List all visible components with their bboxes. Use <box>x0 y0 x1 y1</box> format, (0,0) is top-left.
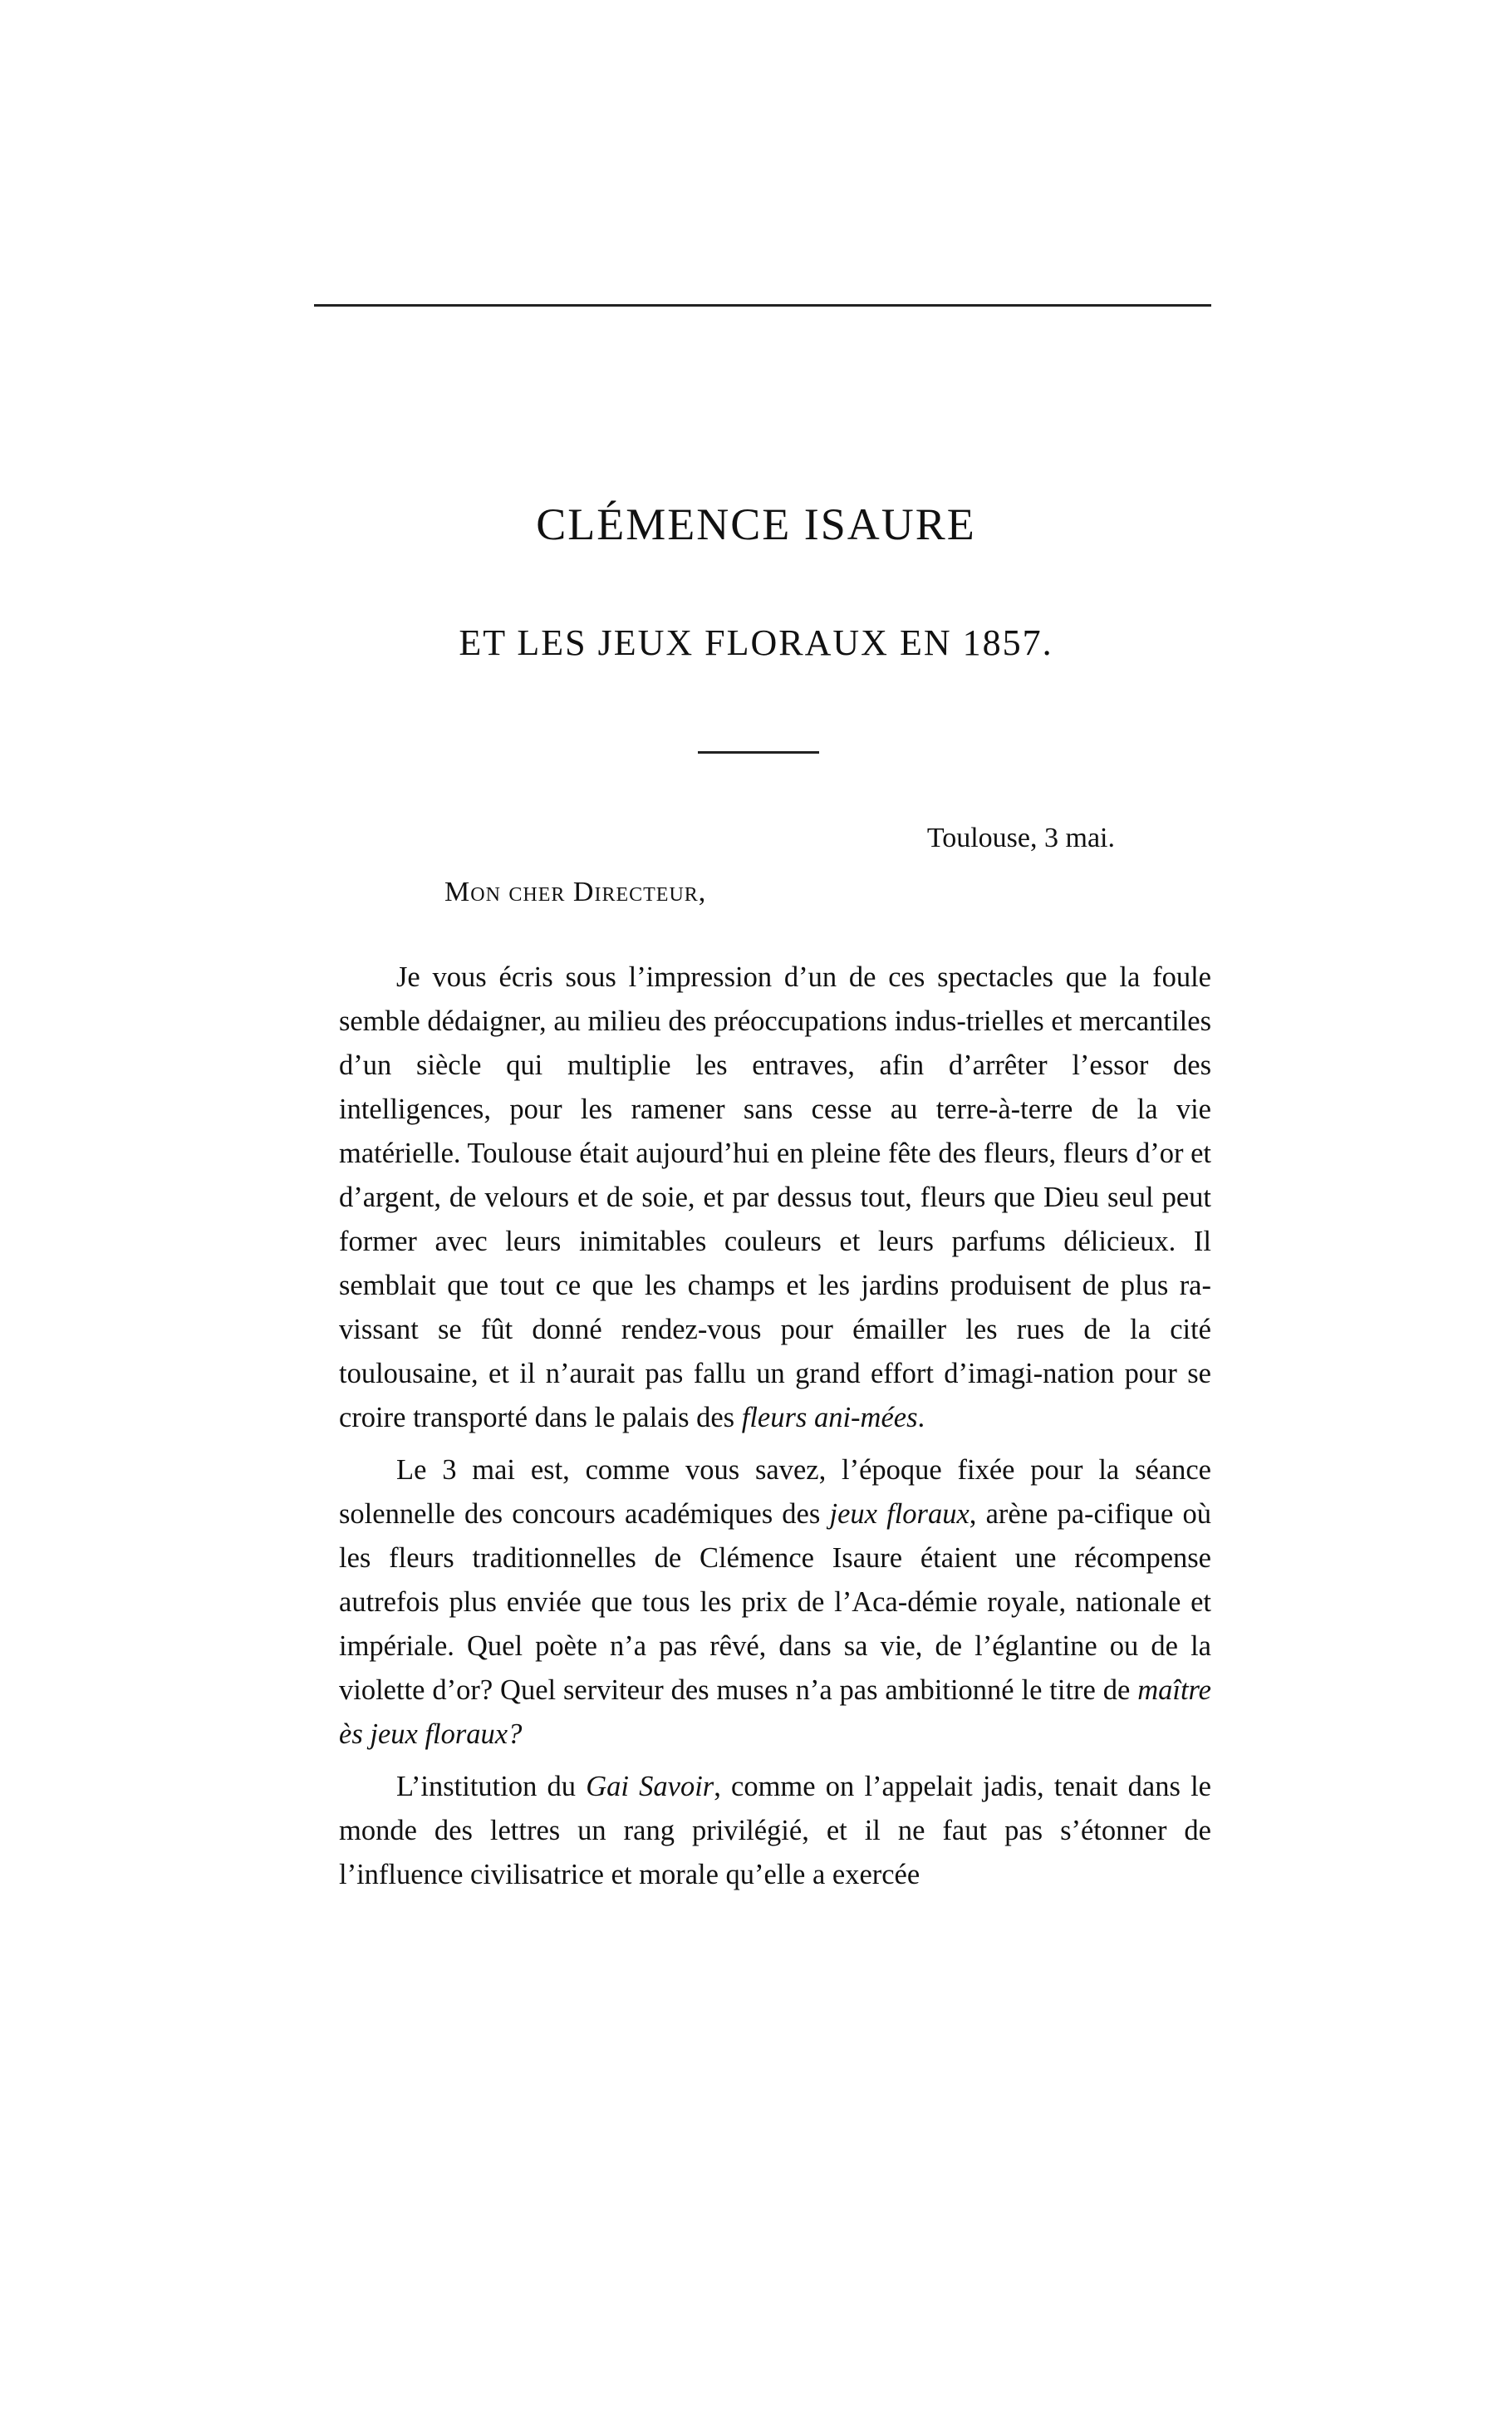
text-segment: , arène pa-cifique où les fleurs traditionnelles de Clémence Isaure étaient une récompense autrefois plus enviée que tous les prix de l’Aca-démie royale, nationale et impériale. Quel poète n’a pas rêvé, dans sa vie, de l’églantine ou de la violette d’or? Quel serviteur des muses n’a pas ambitionné le titre de <box>339 1498 1211 1706</box>
letter-body <box>339 956 1211 1897</box>
italic-segment: Gai Savoir <box>586 1771 714 1802</box>
text-segment: Je vous écris sous l’impression d’un de ces spectacles que la foule semble dédaigner, au milieu des préoccupations indus-trielles et mercantiles d’un siècle qui multiplie les entraves, afin d’arrêter l’essor des intelligences, pour les ramener sans cesse au terre-à-terre de la vie matérielle. Toulouse était aujourd’hui en pleine fête des fleurs, fleurs d’or et d’argent, de velours et de soie, et par dessus tout, fleurs que Dieu seul peut former avec leurs inimitables couleurs et leurs parfums délicieux. Il semblait que tout ce que les champs et les jardins produisent de plus ra-vissant se fût donné rendez-vous pour émailler les rues de la cité toulousaine, et il n’aurait pas fallu un grand effort d’imagi-nation pour se croire transporté dans le palais des <box>339 961 1211 1433</box>
text-segment: L’institution du <box>396 1771 587 1802</box>
text-segment: , comme on l’appelait jadis, tenait dans le monde des lettres un rang privilégié, et il ne faut pas s’étonner de l’influence civilisatrice et morale qu’elle a exercée <box>339 1771 1211 1890</box>
paragraph-1 <box>339 956 1211 1440</box>
title-divider <box>698 751 819 754</box>
paragraph-2 <box>339 1448 1211 1757</box>
article-subtitle: ET LES JEUX FLORAUX EN 1857. <box>459 622 1053 663</box>
text-segment: Le 3 mai est, comme vous savez, l’époque fixée pour la séance solennelle des concours académiques des <box>339 1454 1211 1530</box>
paragraph-3 <box>339 1765 1211 1897</box>
italic-segment: fleurs ani-mées <box>741 1402 918 1433</box>
top-rule <box>314 304 1211 307</box>
italic-segment: jeux floraux <box>829 1498 970 1530</box>
salutation: Mon cher Directeur, <box>444 877 707 907</box>
dateline: Toulouse, 3 mai. <box>926 823 1115 853</box>
italic-segment: maître ès jeux floraux? <box>339 1674 1211 1750</box>
article-title: CLÉMENCE ISAURE <box>536 499 976 549</box>
text-segment: . <box>917 1402 925 1433</box>
